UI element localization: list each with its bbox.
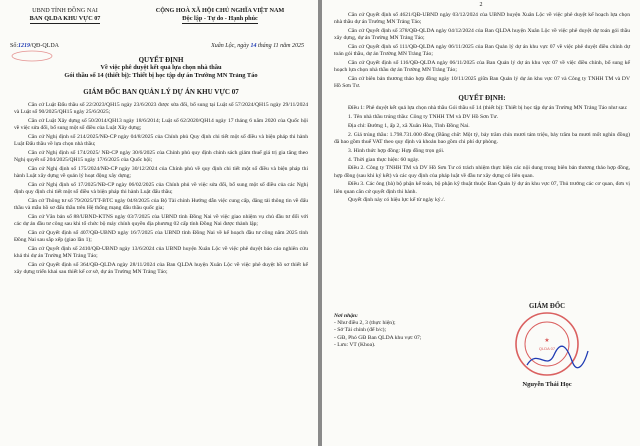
legal-basis-paragraph: Căn cứ Nghị định số 214/2025/NĐ-CP ngày 04/8/2025 của Chính phủ Quy định chi tiết một số điều và biện pháp thi hành Luật Đấu thầu về lựa chọn nhà thầu; xyxy=(14,134,308,148)
svg-text:★: ★ xyxy=(544,338,550,344)
contract-price: 2. Giá trúng thầu: 1.798.731.000 đồng (Bằng chữ: Một tỷ, bảy trăm chín mươi tám triệu, bảy trăm ba mươi mốt nghìn đồng) đã bao gồm thuế VAT theo quy định và khoản bao gồm chi phí dự phòng. xyxy=(334,131,630,145)
document-title: QUYẾT ĐỊNH xyxy=(138,56,184,64)
motto-line-1: CỘNG HOÀ XÃ HỘI CHỦ NGHĨA VIỆT NAM xyxy=(155,7,285,14)
document-subtitle-1: Về việc phê duyệt kết quả lựa chọn nhà thầu xyxy=(100,64,222,72)
recipient-item: - Sở Tài chính (để b/c); xyxy=(334,327,387,334)
winner-address: Địa chỉ: Đường 1, ấp 2, xã Xuân Hòa, Tỉnh Đồng Nai. xyxy=(348,123,470,129)
signature-scrawl-icon xyxy=(522,343,592,373)
winner-name: 1. Tên nhà thầu trúng thầu: Công ty TNHH TM và DV Hồ Sơn Tư. xyxy=(348,114,498,121)
decision-heading: QUYẾT ĐỊNH: xyxy=(458,94,506,103)
signer-name: Nguyễn Thái Học xyxy=(522,381,572,388)
org-line-2: BAN QLDA KHU VỰC 07 xyxy=(10,15,120,25)
legal-basis-list xyxy=(14,102,308,276)
effective-clause: Quyết định này có hiệu lực kể từ ngày ký./. xyxy=(348,197,445,204)
legal-basis-paragraph: Căn cứ Quyết định số 111/QĐ-QLDA ngày 06/11/2025 của Ban Quản lý dự án khu vực 07 về việc phê duyệt điều chỉnh dự toán gói thầu, dự án Trường MN Trảng Táo; xyxy=(334,44,630,58)
page-number: 2 xyxy=(479,2,483,8)
recipient-item: - Lưu: VT (Khoa). xyxy=(334,341,376,348)
signer-block xyxy=(482,303,612,399)
decision-articles xyxy=(334,105,630,204)
handwritten-number: 1219 xyxy=(18,43,31,49)
legal-basis-paragraph: Căn cứ Quyết định số 4621/QĐ-UBND ngày 03/12/2024 của UBND huyện Xuân Lộc về việc phê duyệt kế hoạch lựa chọn nhà thầu dự án Trường MN Trảng Táo; xyxy=(334,12,630,26)
document-page-2 xyxy=(322,0,640,446)
legal-basis-paragraph: Căn cứ Luật Xây dựng số 50/2014/QH13 ngày 18/6/2014; Luật số 62/2020/QH14 ngày 17 tháng 6 năm 2020 của Quốc hội về việc sửa đổi, bổ sung một số điều của Luật Xây dựng; xyxy=(14,118,308,132)
signer-title: GIÁM ĐỐC xyxy=(528,303,566,310)
recipients-title: Nơi nhận: xyxy=(334,313,358,319)
article-3: Điều 3. Các ông (bà) bộ phận kế toán, bộ phận kỹ thuật thuộc Ban Quản lý dự án khu vực 07, Thủ trưởng các cơ quan, đơn vị liên quan căn cứ quyết định thi hành. xyxy=(334,181,630,195)
document-page-1 xyxy=(0,0,318,446)
signature-area xyxy=(334,303,632,443)
legal-basis-paragraph: Căn cứ Nghị định số 174/2025/ NĐ-CP ngày 30/6/2025 của Chính phủ quy định chính sách giảm thuế giá trị gia tăng theo Nghị quyết số 204/2025/QH15 ngày 17/6/2025 của Quốc hội; xyxy=(14,150,308,164)
legal-basis-paragraph: Căn cứ Quyết định số 2410/QĐ-UBND ngày 13/6/2024 của UBND huyện Xuân Lộc về việc phê duyệt báo cáo nghiên cứu khả thi dự án Trường MN Trảng Táo; xyxy=(14,246,308,260)
document-subtitle-2: Gói thầu số 14 (thiết bị): Thiết bị học tập dự án Trường MN Trảng Táo xyxy=(64,72,258,80)
recipient-item: - GĐ, Phó GĐ Ban QLDA khu vực 07; xyxy=(334,334,422,341)
recipient-item: - Như điều 2, 3 (thực hiện); xyxy=(334,320,396,327)
legal-basis-paragraph: Căn cứ Quyết định số 407/QĐ-UBND ngày 16/7/2025 của UBND tỉnh Đồng Nai về kế hoạch đầu tư công năm 2025 tỉnh Đồng Nai sau sắp xếp (giao lần 1); xyxy=(14,230,308,244)
motto-line-2: Độc lập - Tự do - Hạnh phúc xyxy=(130,15,310,25)
legal-basis-paragraph: Căn cứ Văn bản số 88/UBND-KTNS ngày 03/7/2025 của UBND tỉnh Đồng Nai về việc giao nhiệm vụ chủ đầu tư đối với các dự án đầu tư công sau khi tổ chức bộ máy chính quyền địa phương 02 cấp tỉnh Đồng Nai được thành lập; xyxy=(14,214,308,228)
legal-basis-paragraph: Căn cứ Quyết định số 364/QĐ-QLDA ngày 28/11/2024 của Ban QLDA huyện Xuân Lộc về việc phê duyệt hồ sơ thiết kế xây dựng triển khai sau thiết kế cơ sở, dự án Trường MN Trảng Táo; xyxy=(14,262,308,276)
legal-basis-paragraph: Căn cứ Quyết định số 116/QĐ-QLDA ngày 06/11/2025 của Ban Quản lý dự án khu vực 07 về việc điều chỉnh, bổ sung kế hoạch lựa chọn nhà thầu dự án Trường MN Trảng Táo; xyxy=(334,60,630,74)
national-motto xyxy=(130,7,310,24)
document-number: Số:1219/QĐ-QLDA xyxy=(10,43,60,49)
legal-basis-paragraph: Căn cứ Quyết định số 378/QĐ-QLDA ngày 04/12/2024 của Ban QLDA huyện Xuân Lộc về việc phê duyệt dự toán gói thầu xây dựng, dự án Trường MN Trảng Táo; xyxy=(334,28,630,42)
article-1: Điều 1: Phê duyệt kết quả lựa chọn nhà thầu Gói thầu số 14 (thiết bị): Thiết bị học tập dự án Trường MN Trảng Táo như sau: xyxy=(348,105,628,112)
contract-type: 3. Hình thức hợp đồng: Hợp đồng trọn gói. xyxy=(348,147,445,154)
handwritten-day: 14 xyxy=(250,43,257,49)
page-1-body xyxy=(14,56,308,278)
legal-basis-paragraph: Căn cứ Nghị định số 17/2025/NĐ-CP ngày 06/02/2025 của Chính phủ về việc sửa đổi, bổ sung một số điều của các Nghị định quy định chi tiết một số điều và biện pháp thi hành Luật đấu thầu; xyxy=(14,182,308,196)
document-date: Xuân Lộc, ngày 14 tháng 11 năm 2025 xyxy=(211,43,304,49)
legal-basis-paragraph: Căn cứ Nghị định số 175/2024/NĐ-CP ngày 30/12/2024 của Chính phủ về quy định chi tiết một số điều và biện pháp thi hành Luật xây dựng về quản lý hoạt động xây dựng; xyxy=(14,166,308,180)
execution-time: 4. Thời gian thực hiện: 60 ngày. xyxy=(348,156,420,163)
legal-basis-paragraph: Căn cứ Thông tư số 79/2025/TT-BTC ngày 04/8/2025 của Bộ Tài chính Hướng dẫn việc cung cấp, đăng tải thông tin về đấu thầu và mẫu hồ sơ đấu thầu trên Hệ thống mạng đấu thầu quốc gia; xyxy=(14,198,308,212)
article-2: Điều 2. Công ty TNHH TM và DV Hồ Sơn Tư có trách nhiệm thực hiện các nội dung trong biên bản thương thảo hợp đồng, hợp đồng (sau khi ký kết) và các quy định của pháp luật về đầu tư xây dựng có liên quan. xyxy=(334,165,630,179)
page-2-body xyxy=(334,12,630,206)
legal-basis-paragraph: Căn cứ Luật Đấu thầu số 22/2023/QH15 ngày 23/6/2023 được sửa đổi, bổ sung tại Luật số 57/2024/QH15 ngày 29/11/2024 và Luật số 90/2025/QH15 ngày 25/6/2025; xyxy=(14,102,308,116)
director-heading: GIÁM ĐỐC BAN QUẢN LÝ DỰ ÁN KHU VỰC 07 xyxy=(83,88,239,96)
page-header xyxy=(10,7,310,47)
recipients-block xyxy=(334,313,474,349)
legal-basis-paragraph: Căn cứ biên bản thương thảo hợp đồng ngày 10/11/2025 giữa Ban Quản lý dự án khu vực 07 và Công ty TNHH TM và DV Hồ Sơn Tư. xyxy=(334,76,630,90)
issuing-organization xyxy=(10,7,120,24)
svg-text:QLDA 07: QLDA 07 xyxy=(538,346,556,351)
legal-basis-list xyxy=(334,12,630,90)
org-line-1: UBND TỈNH ĐỒNG NAI xyxy=(32,7,98,14)
